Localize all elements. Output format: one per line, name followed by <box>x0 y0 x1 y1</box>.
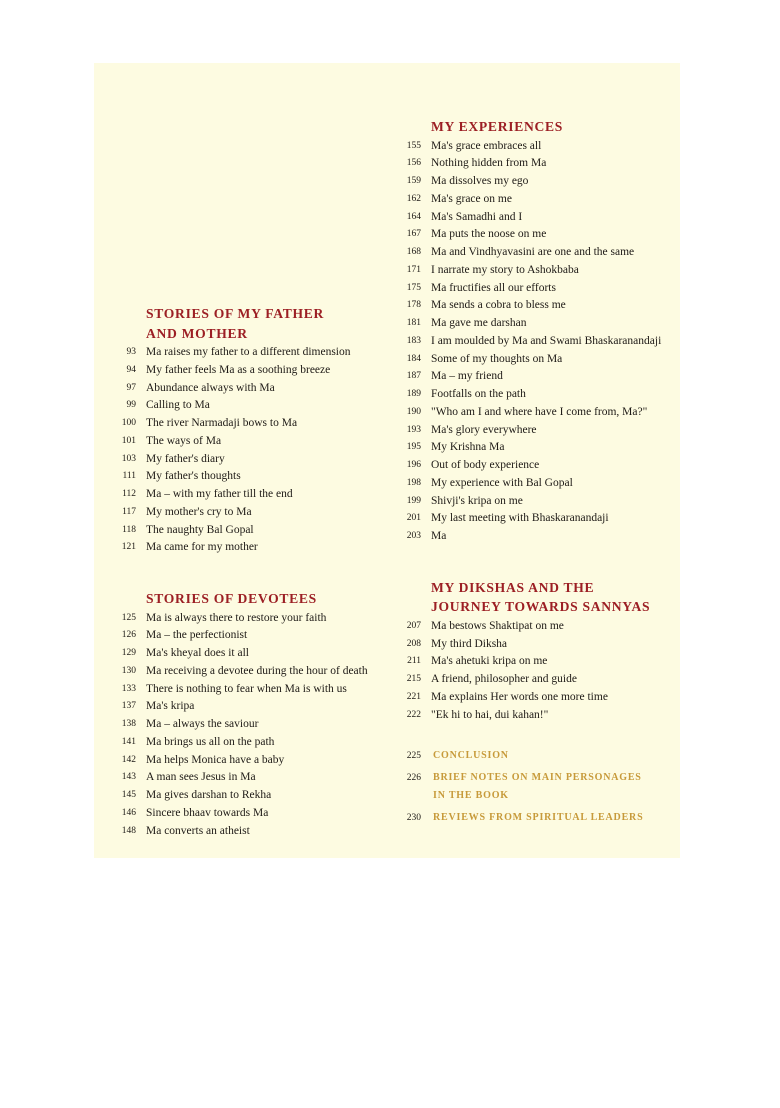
entry-title: Ma's kheyal does it all <box>146 647 249 659</box>
toc-entry <box>401 439 691 457</box>
entry-title: Footfalls on the path <box>431 388 526 400</box>
page-number: 201 <box>406 513 421 524</box>
toc-entry <box>116 681 406 699</box>
entry-title: My third Diksha <box>431 637 508 650</box>
entry-title: My Krishna Ma <box>431 441 505 454</box>
entry-title: Ma's Samadhi and I <box>431 210 523 223</box>
closing-title <box>433 769 642 805</box>
entry-title: My experience with Bal Gopal <box>431 476 573 489</box>
page-number: 190 <box>406 406 421 417</box>
page-number: 159 <box>406 176 421 186</box>
entry-title: Ma gave me darshan <box>431 317 527 329</box>
toc-entry <box>116 451 406 469</box>
toc-section <box>116 305 406 557</box>
page-number: 226 <box>406 773 421 784</box>
entry-title: My father feels Ma as a soothing breeze <box>146 363 331 376</box>
entry-title: Ma puts the noose on me <box>431 228 547 241</box>
entry-title: Nothing hidden from Ma <box>431 157 547 170</box>
page-number: 167 <box>406 229 421 240</box>
entry-title: Ma sends a cobra to bless me <box>431 299 566 312</box>
closing-title-line: IN THE BOOK <box>433 790 509 802</box>
entry-title: Ma helps Monica have a baby <box>146 753 285 766</box>
toc-entry <box>401 315 691 333</box>
toc-entry <box>116 823 406 841</box>
page-number: 129 <box>121 648 136 658</box>
toc-entry <box>116 380 406 398</box>
toc-entry <box>116 769 406 787</box>
page-number: 148 <box>121 825 136 836</box>
page-number: 198 <box>406 477 421 488</box>
entry-title: Ma's kripa <box>146 700 195 713</box>
toc-entry <box>401 173 691 191</box>
entry-title: My mother's cry to Ma <box>146 505 252 518</box>
page-number: 183 <box>406 335 421 346</box>
toc-right-column <box>401 118 691 831</box>
entry-title: The ways of Ma <box>146 434 222 447</box>
page-number: 181 <box>406 318 421 328</box>
toc-entry <box>116 433 406 451</box>
page-number: 184 <box>406 353 421 364</box>
toc-entry <box>401 528 691 546</box>
toc-entry <box>116 344 406 362</box>
closing-entry <box>401 769 691 805</box>
page-number: 94 <box>126 364 136 375</box>
toc-entry <box>401 280 691 298</box>
page-number: 146 <box>121 807 136 818</box>
toc-entry <box>401 618 691 636</box>
toc-entry <box>401 475 691 493</box>
closing-title <box>433 809 643 827</box>
entry-title: Some of my thoughts on Ma <box>431 352 563 365</box>
page-number: 199 <box>406 495 421 506</box>
page-number: 121 <box>121 542 136 553</box>
toc-entry <box>401 333 691 351</box>
entry-title: My last meeting with Bhaskaranandaji <box>431 512 609 525</box>
toc-entry <box>116 663 406 681</box>
section-heading: MY DIKSHAS AND THE <box>431 579 595 595</box>
section-heading: AND MOTHER <box>146 325 248 341</box>
section-heading: MY EXPERIENCES <box>431 119 564 134</box>
toc-entry <box>116 698 406 716</box>
entry-title: A man sees Jesus in Ma <box>146 771 256 784</box>
entry-title: Ma's grace on me <box>431 192 512 205</box>
entry-title: Ma explains Her words one more time <box>431 690 608 703</box>
toc-entry <box>116 645 406 663</box>
entry-title: Ma dissolves my ego <box>431 175 529 187</box>
page-number: 111 <box>122 471 136 482</box>
toc-entry <box>401 155 691 173</box>
closing-entry <box>401 747 691 765</box>
entry-title: Ma fructifies all our efforts <box>431 281 556 294</box>
page-number: 125 <box>121 612 136 623</box>
section-heading: JOURNEY TOWARDS SANNYAS <box>431 599 651 615</box>
toc-entry <box>116 716 406 734</box>
page-number: 100 <box>121 418 136 428</box>
entry-title: Ma raises my father to a different dimension <box>146 346 351 358</box>
entry-title: Shivji's kripa on me <box>431 494 523 507</box>
toc-entry <box>116 734 406 752</box>
toc-entry <box>401 671 691 689</box>
toc-entry <box>401 138 691 156</box>
page-number: 222 <box>406 709 421 720</box>
page-number: 178 <box>406 300 421 311</box>
toc-entry <box>401 636 691 654</box>
toc-entry <box>401 457 691 475</box>
page-number: 155 <box>406 140 421 151</box>
toc-entry <box>401 689 691 707</box>
page-number: 101 <box>121 435 136 446</box>
entry-title: "Who am I and where have I come from, Ma?" <box>431 405 648 418</box>
page-number: 225 <box>406 751 421 762</box>
entry-title: Ma receiving a devotee during the hour of death <box>146 664 368 677</box>
toc-entry <box>401 297 691 315</box>
closing-entry <box>401 809 691 827</box>
entry-title: Ma and Vindhyavasini are one and the same <box>431 246 635 258</box>
closing-title-line: REVIEWS FROM SPIRITUAL LEADERS <box>433 812 644 824</box>
toc-entry <box>116 539 406 557</box>
right-sections <box>401 118 691 724</box>
page-number: 112 <box>122 489 136 499</box>
entry-title: The naughty Bal Gopal <box>146 523 254 536</box>
entry-title: Ma – the perfectionist <box>146 629 248 642</box>
toc-entry <box>116 627 406 645</box>
page-number: 141 <box>121 736 136 747</box>
toc-entry <box>116 787 406 805</box>
entry-title: Ma brings us all on the path <box>146 735 275 748</box>
closing-title-line: BRIEF NOTES ON MAIN PERSONAGES <box>433 772 642 784</box>
toc-left-column <box>116 305 406 873</box>
page-number: 211 <box>407 656 421 667</box>
toc-section <box>116 590 406 840</box>
entry-title: Ma gives darshan to Rekha <box>146 789 272 801</box>
page-number: 171 <box>406 264 421 275</box>
entry-title: My father's thoughts <box>146 470 241 483</box>
entry-title: Ma bestows Shaktipat on me <box>431 619 564 632</box>
toc-entry <box>401 386 691 404</box>
page-number: 207 <box>406 620 421 631</box>
closing-title-line: CONCLUSION <box>433 750 509 762</box>
page-number: 203 <box>406 531 421 541</box>
toc-entry <box>401 191 691 209</box>
toc-entry <box>401 510 691 528</box>
entry-title: My father's diary <box>146 452 225 465</box>
page-number: 187 <box>406 371 421 382</box>
entry-title: Ma – my friend <box>431 370 503 383</box>
toc-section <box>401 118 691 546</box>
page-number: 126 <box>121 630 136 641</box>
toc-entry <box>401 404 691 422</box>
entry-title: Ma converts an atheist <box>146 824 250 837</box>
page-number: 97 <box>126 382 136 393</box>
entry-title: Ma's grace embraces all <box>431 139 542 152</box>
toc-entry <box>116 522 406 540</box>
entry-title: Ma is always there to restore your faith <box>146 611 327 624</box>
page-number: 133 <box>121 683 136 694</box>
toc-entry <box>401 493 691 511</box>
toc-entry <box>116 486 406 504</box>
page-number: 93 <box>126 347 136 357</box>
page-number: 103 <box>121 453 136 464</box>
toc-entry <box>401 209 691 227</box>
toc-entry <box>116 362 406 380</box>
page-number: 156 <box>406 158 421 169</box>
toc-entry <box>401 422 691 440</box>
toc-entry <box>116 752 406 770</box>
entry-title: Ma – always the saviour <box>146 718 259 730</box>
page-number: 168 <box>406 247 421 257</box>
entry-title: Sincere bhaav towards Ma <box>146 806 269 819</box>
closing-entries <box>401 747 691 827</box>
page-number: 117 <box>122 506 136 517</box>
page-number: 142 <box>121 754 136 765</box>
page-number: 221 <box>406 691 421 702</box>
entry-title: The river Narmadaji bows to Ma <box>146 417 298 429</box>
page-number: 137 <box>121 701 136 712</box>
page-number: 189 <box>406 389 421 399</box>
entry-title: Abundance always with Ma <box>146 381 275 394</box>
entry-title: Calling to Ma <box>146 399 210 412</box>
toc-entry <box>401 653 691 671</box>
toc-section <box>401 579 691 725</box>
page-number: 196 <box>406 460 421 470</box>
page-number: 195 <box>406 442 421 453</box>
toc-entry <box>116 610 406 628</box>
entry-title: I narrate my story to Ashokbaba <box>431 263 579 276</box>
toc-entry <box>401 244 691 262</box>
page-number: 145 <box>121 790 136 800</box>
toc-entry <box>116 397 406 415</box>
page-number: 175 <box>406 282 421 293</box>
page-number: 164 <box>406 211 421 222</box>
entry-title: I am moulded by Ma and Swami Bhaskaranandaji <box>431 334 662 347</box>
entry-title: A friend, philosopher and guide <box>431 673 577 685</box>
closing-title <box>433 747 509 765</box>
toc-entry <box>401 226 691 244</box>
entry-title: Ma – with my father till the end <box>146 488 293 500</box>
entry-title: Ma's ahetuki kripa on me <box>431 655 548 668</box>
page-number: 143 <box>121 772 136 783</box>
page-number: 193 <box>406 424 421 435</box>
section-heading: STORIES OF MY FATHER <box>146 306 325 321</box>
toc-entry <box>116 805 406 823</box>
entry-title: "Ek hi to hai, dui kahan!" <box>431 708 549 721</box>
page-number: 130 <box>121 665 136 676</box>
entry-title: Ma came for my mother <box>146 541 258 554</box>
entry-title: Ma's glory everywhere <box>431 423 537 436</box>
page-number: 208 <box>406 638 421 649</box>
page-number: 215 <box>406 674 421 684</box>
toc-entry <box>401 262 691 280</box>
page-number: 230 <box>406 813 421 824</box>
toc-entry <box>401 707 691 725</box>
toc-entry <box>116 504 406 522</box>
page-number: 138 <box>121 719 136 729</box>
entry-title: Ma <box>431 530 447 542</box>
entry-title: There is nothing to fear when Ma is with us <box>146 682 347 695</box>
toc-entry <box>116 415 406 433</box>
toc-entry <box>116 468 406 486</box>
page-number: 99 <box>126 400 136 411</box>
page-number: 162 <box>406 193 421 204</box>
page-number: 118 <box>122 524 136 535</box>
toc-entry <box>401 351 691 369</box>
toc-entry <box>401 368 691 386</box>
section-heading: STORIES OF DEVOTEES <box>146 591 317 606</box>
entry-title: Out of body experience <box>431 459 540 471</box>
